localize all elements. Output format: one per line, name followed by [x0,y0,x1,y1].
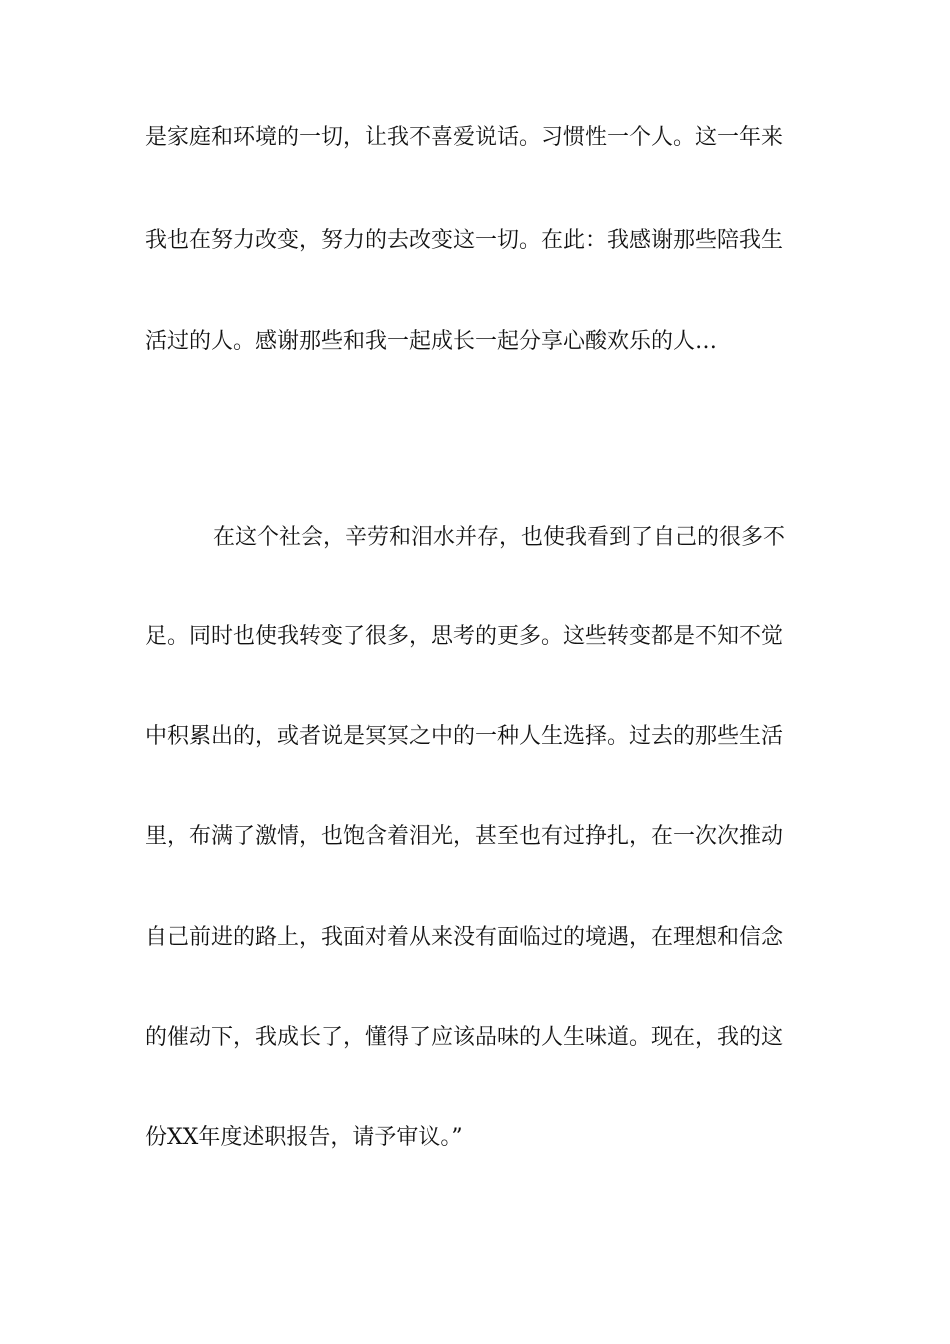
text-line: 我也在努力改变，努力的去改变这一切。在此：我感谢那些陪我生 [145,228,784,253]
text-line: 足。同时也使我转变了很多，思考的更多。这些转变都是不知不觉 [145,624,784,649]
text-line: 自己前进的路上，我面对着从来没有面临过的境遇，在理想和信念 [145,925,784,950]
text-line: 是家庭和环境的一切，让我不喜爱说话。习惯性一个人。这一年来 [145,125,784,150]
text-line: 中积累出的，或者说是冥冥之中的一种人生选择。过去的那些生活 [145,724,784,749]
text-line: 在这个社会，辛劳和泪水并存，也使我看到了自己的很多不 [213,525,786,550]
text-line: 活过的人。感谢那些和我一起成长一起分享心酸欢乐的人… [145,329,718,354]
text-line: 的催动下，我成长了，懂得了应该品味的人生味道。现在，我的这 [145,1025,784,1050]
text-line: 里，布满了激情，也饱含着泪光，甚至也有过挣扎，在一次次推动 [145,824,784,849]
text-line: 份XX年度述职报告，请予审议。” [145,1125,463,1150]
